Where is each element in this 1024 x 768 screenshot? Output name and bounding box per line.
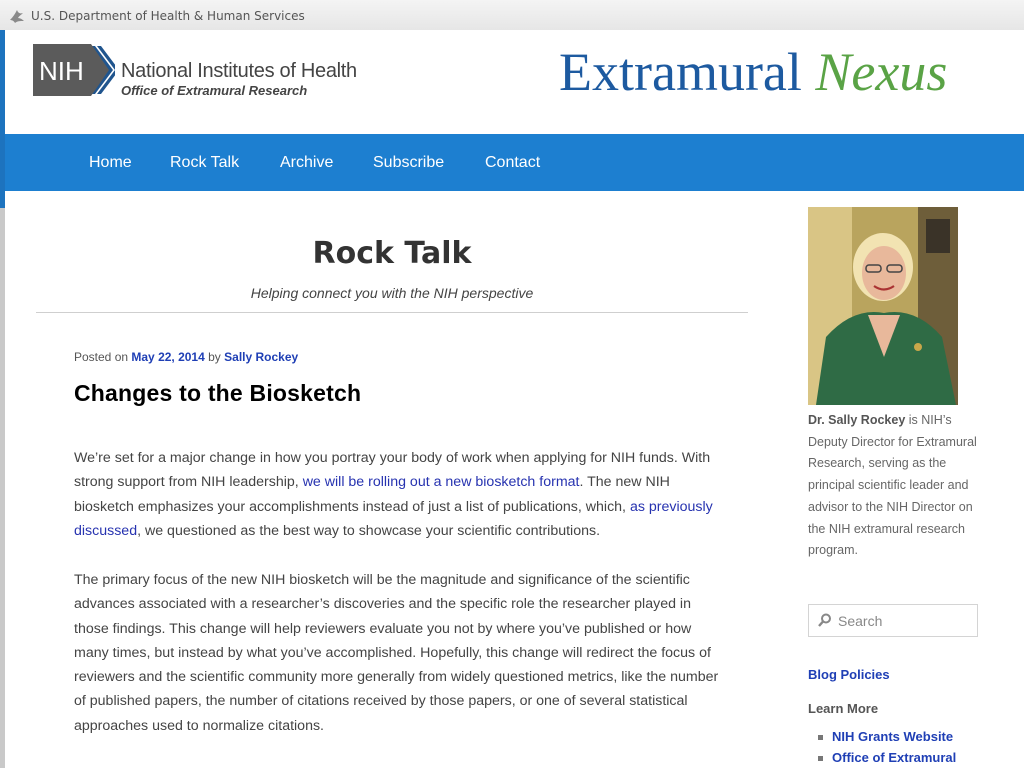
posted-on-label: Posted on	[74, 350, 129, 364]
p1-text-c: , we questioned as the best way to showcase your scientific contributions.	[137, 522, 601, 539]
nav-contact[interactable]: Contact	[485, 154, 541, 171]
previously-discussed-link[interactable]: as previously discussed	[74, 498, 713, 539]
nav-archive[interactable]: Archive	[280, 154, 334, 171]
nav-rock-talk[interactable]: Rock Talk	[170, 154, 240, 171]
hhs-link[interactable]: U.S. Department of Health & Human Services	[31, 9, 305, 23]
nav-home[interactable]: Home	[89, 154, 132, 171]
hhs-top-bar	[0, 0, 1024, 31]
nih-logo-text: NIH	[39, 56, 84, 86]
nav-subscribe[interactable]: Subscribe	[373, 154, 445, 171]
author-photo	[808, 207, 958, 405]
by-label: by	[208, 350, 221, 364]
blog-title: Rock Talk	[312, 236, 472, 271]
office-name: Office of Extramural Research	[121, 83, 308, 98]
site-title[interactable]	[559, 42, 947, 102]
learn-more-heading: Learn More	[808, 701, 879, 716]
hhs-eagle-icon	[8, 6, 26, 24]
post-date-link[interactable]: May 22, 2014	[131, 350, 205, 364]
post-paragraph-1	[74, 446, 724, 543]
search-icon	[818, 613, 832, 627]
search-input[interactable]	[808, 604, 978, 637]
nih-grants-website-link[interactable]	[818, 729, 953, 744]
post-paragraph-2: The primary focus of the new NIH biosketch will be the magnitude and significance of the scientific advances associated with a researcher’s discoveries and the specific role the researcher played in those findings. This change will help reviewers evaluate you not by where you’ve published or how many times, but instead by what you’ve accomplished. Hopefully, this change will redirect the focus of reviewers and the scientific community more generally from widely questioned metrics, like the number of published papers, the number of citations received by those papers, or one of several statistical approaches used to normalize citations.	[74, 572, 719, 734]
org-name: National Institutes of Health	[121, 60, 357, 82]
office-extramural-label: Office of Extramural	[832, 750, 957, 765]
site-header	[5, 30, 1024, 134]
site-title-extramural: Extramural	[559, 42, 802, 102]
nih-logo-icon[interactable]	[33, 44, 115, 96]
search-placeholder: Search	[838, 613, 883, 629]
list-bullet	[818, 756, 823, 761]
p1-text-b: . The new NIH biosketch emphasizes your accomplishments instead of just a list of publications, which,	[74, 474, 670, 515]
office-extramural-link[interactable]	[818, 750, 956, 765]
author-bio	[808, 410, 978, 562]
main-nav	[5, 134, 1024, 191]
blog-tagline: Helping connect you with the NIH perspective	[250, 285, 534, 301]
bio-name: Dr. Sally Rockey	[808, 413, 906, 427]
blog-policies-link[interactable]: Blog Policies	[808, 667, 890, 682]
p1-text-a: We’re set for a major change in how you portray your body of work when applying for NIH funds. With strong support from NIH leadership,	[74, 450, 711, 491]
content-divider	[36, 312, 748, 313]
nih-grants-website-label: NIH Grants Website	[832, 729, 954, 744]
post-meta	[74, 350, 298, 364]
site-title-nexus: Nexus	[815, 42, 948, 102]
biosketch-format-link[interactable]: we will be rolling out a new biosketch format	[302, 474, 580, 491]
list-bullet	[818, 735, 823, 740]
post-title[interactable]: Changes to the Biosketch	[74, 380, 362, 406]
post-author-link[interactable]: Sally Rockey	[224, 350, 299, 364]
bio-text: is NIH’s Deputy Director for Extramural Research, serving as the principal scientific leader and advisor to the NIH Director on the NIH extramural research program.	[808, 413, 977, 558]
